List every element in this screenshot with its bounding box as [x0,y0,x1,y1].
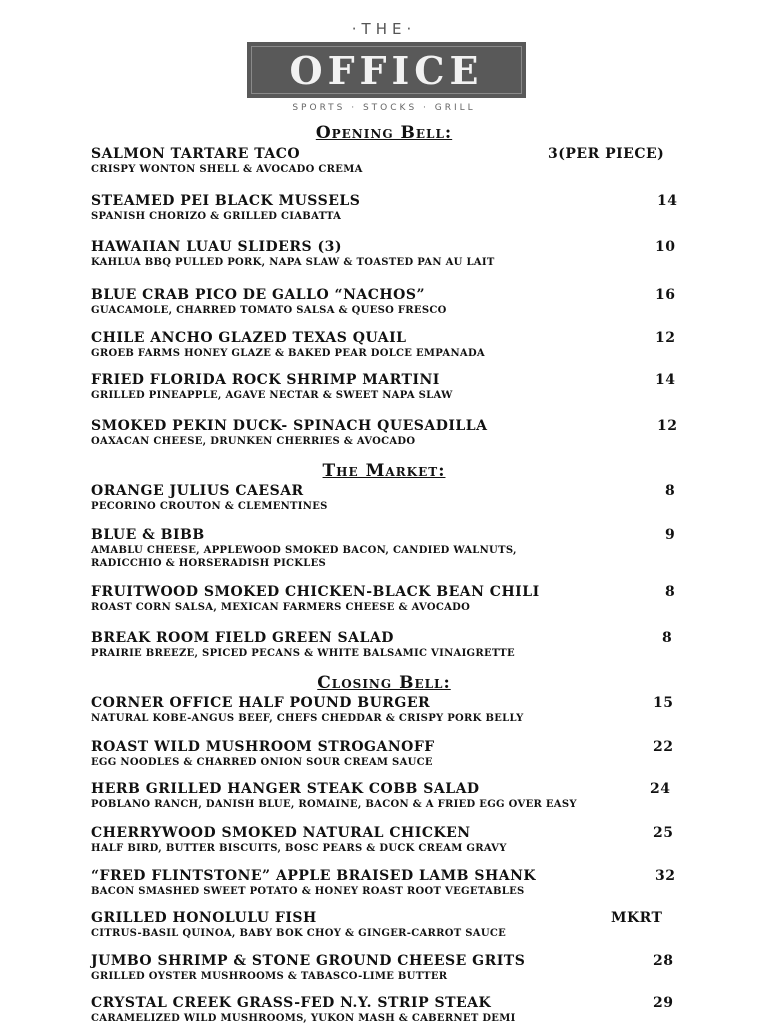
menu-item [91,825,676,855]
menu-item [91,995,676,1025]
logo-the-text: ·THE· [351,20,417,38]
menu-item-description: PECORINO CROUTON & CLEMENTINES [91,501,328,512]
menu-item-description: GRILLED PINEAPPLE, AGAVE NECTAR & SWEET NAPA SLAW [91,390,453,401]
menu-item-name: CHILE ANCHO GLAZED TEXAS QUAIL [91,330,407,346]
menu-item-row [91,953,676,970]
menu-item [91,483,676,513]
menu-item-price: 15 [653,695,674,711]
menu-item-row [91,239,676,256]
menu-item-name: CRYSTAL CREEK GRASS-FED N.Y. STRIP STEAK [91,995,492,1011]
menu-item-name: “FRED FLINTSTONE” APPLE BRAISED LAMB SHANK [91,868,537,884]
menu-item-description: POBLANO RANCH, DANISH BLUE, ROMAINE, BACON & A FRIED EGG OVER EASY [91,799,577,810]
menu-item [91,630,676,660]
menu-item-name: SALMON TARTARE TACO [91,146,301,162]
menu-item-row [91,825,676,842]
menu-item [91,953,676,983]
menu-item-price: MKRT [611,910,663,926]
menu-item-name: HERB GRILLED HANGER STEAK COBB SALAD [91,781,480,797]
menu-item [91,239,676,269]
menu-item [91,910,676,940]
menu-item-row [91,372,676,389]
menu-item-description: KAHLUA BBQ PULLED PORK, NAPA SLAW & TOASTED PAN AU LAIT [91,257,495,268]
menu-item-row [91,418,676,435]
menu-item-description: OAXACAN CHEESE, DRUNKEN CHERRIES & AVOCADO [91,436,416,447]
menu-item-price: 14 [657,193,678,209]
menu-item-row [91,739,676,756]
menu-item-row [91,781,676,798]
menu-item-row [91,193,676,210]
menu-item-row [91,287,676,304]
menu-item-price: 25 [653,825,674,841]
menu-item-row [91,330,676,347]
office-logo [247,42,526,98]
menu-item-name: HAWAIIAN LUAU SLIDERS (3) [91,239,342,255]
menu-item [91,527,676,570]
menu-item-row [91,910,676,927]
menu-item-name: STEAMED PEI BLACK MUSSELS [91,193,361,209]
menu-item-row [91,630,676,647]
menu-item-description: AMABLU CHEESE, APPLEWOOD SMOKED BACON, CANDIED WALNUTS, [91,545,517,556]
menu-item-name: JUMBO SHRIMP & STONE GROUND CHEESE GRITS [91,953,526,969]
menu-item-description: CARAMELIZED WILD MUSHROOMS, YUKON MASH & CABERNET DEMI [91,1013,516,1024]
menu-item-row [91,527,676,544]
logo-tagline: SPORTS · STOCKS · GRILL [292,103,476,113]
menu-item [91,193,676,223]
menu-item-row [91,584,676,601]
menu-item-name: CHERRYWOOD SMOKED NATURAL CHICKEN [91,825,471,841]
menu-item-description: CRISPY WONTON SHELL & AVOCADO CREMA [91,164,363,175]
menu-item-row [91,146,676,163]
menu-item-price: 3(PER PIECE) [548,146,665,162]
menu-item-row [91,695,676,712]
menu-item-description: EGG NOODLES & CHARRED ONION SOUR CREAM SAUCE [91,757,433,768]
menu-item-name: FRIED FLORIDA ROCK SHRIMP MARTINI [91,372,440,388]
menu-item-name: BLUE CRAB PICO DE GALLO “NACHOS” [91,287,426,303]
menu-item-row [91,868,676,885]
menu-item-price: 9 [665,527,676,543]
menu-item-price: 22 [653,739,674,755]
menu-item-price: 32 [655,868,676,884]
section-title: The Market: [322,461,446,481]
menu-item-name: BREAK ROOM FIELD GREEN SALAD [91,630,394,646]
menu-item-description: RADICCHIO & HORSERADISH PICKLES [91,558,327,569]
menu-item [91,781,676,811]
menu-item-name: ORANGE JULIUS CAESAR [91,483,304,499]
menu-item [91,146,676,176]
menu-item-description: GRILLED OYSTER MUSHROOMS & TABASCO-LIME BUTTER [91,971,448,982]
menu-item [91,584,676,614]
menu-item [91,418,676,448]
section-title: Opening Bell: [315,123,453,143]
menu-item-description: PRAIRIE BREEZE, SPICED PECANS & WHITE BALSAMIC VINAIGRETTE [91,648,515,659]
menu-item-price: 8 [665,483,676,499]
menu-header [0,0,768,118]
menu-item-description: ROAST CORN SALSA, MEXICAN FARMERS CHEESE & AVOCADO [91,602,471,613]
menu-item-description: HALF BIRD, BUTTER BISCUITS, BOSC PEARS & DUCK CREAM GRAVY [91,843,507,854]
menu-item-price: 12 [655,330,676,346]
menu-item [91,372,676,402]
menu-item-row [91,995,676,1012]
menu-item-price: 8 [662,630,673,646]
menu-item [91,739,676,769]
menu-item-name: ROAST WILD MUSHROOM STROGANOFF [91,739,435,755]
menu-item-name: CORNER OFFICE HALF POUND BURGER [91,695,431,711]
menu-item-price: 16 [655,287,676,303]
logo-title: OFFICE [289,48,484,93]
menu-item [91,287,676,317]
menu-item [91,695,676,725]
menu-item-row [91,483,676,500]
menu-item-price: 28 [653,953,674,969]
menu-item [91,868,676,898]
menu-item-description: NATURAL KOBE-ANGUS BEEF, CHEFS CHEDDAR & CRISPY PORK BELLY [91,713,524,724]
menu-item-price: 10 [655,239,676,255]
menu-item-name: SMOKED PEKIN DUCK- SPINACH QUESADILLA [91,418,488,434]
menu-item-description: BACON SMASHED SWEET POTATO & HONEY ROAST ROOT VEGETABLES [91,886,525,897]
section-title: Closing Bell: [317,673,451,693]
menu-item-description: SPANISH CHORIZO & GRILLED CIABATTA [91,211,342,222]
menu-item-name: BLUE & BIBB [91,527,205,543]
menu-item-name: GRILLED HONOLULU FISH [91,910,317,926]
menu-item-price: 29 [653,995,674,1011]
menu-item-name: FRUITWOOD SMOKED CHICKEN-BLACK BEAN CHILI [91,584,540,600]
menu-item-description: GROEB FARMS HONEY GLAZE & BAKED PEAR DOLCE EMPANADA [91,348,485,359]
menu-item-price: 12 [657,418,678,434]
menu-item-description: GUACAMOLE, CHARRED TOMATO SALSA & QUESO FRESCO [91,305,447,316]
menu-item-price: 8 [665,584,676,600]
menu-item-description: CITRUS-BASIL QUINOA, BABY BOK CHOY & GINGER-CARROT SAUCE [91,928,507,939]
menu-item [91,330,676,360]
menu-item-price: 24 [650,781,671,797]
menu-item-price: 14 [655,372,676,388]
